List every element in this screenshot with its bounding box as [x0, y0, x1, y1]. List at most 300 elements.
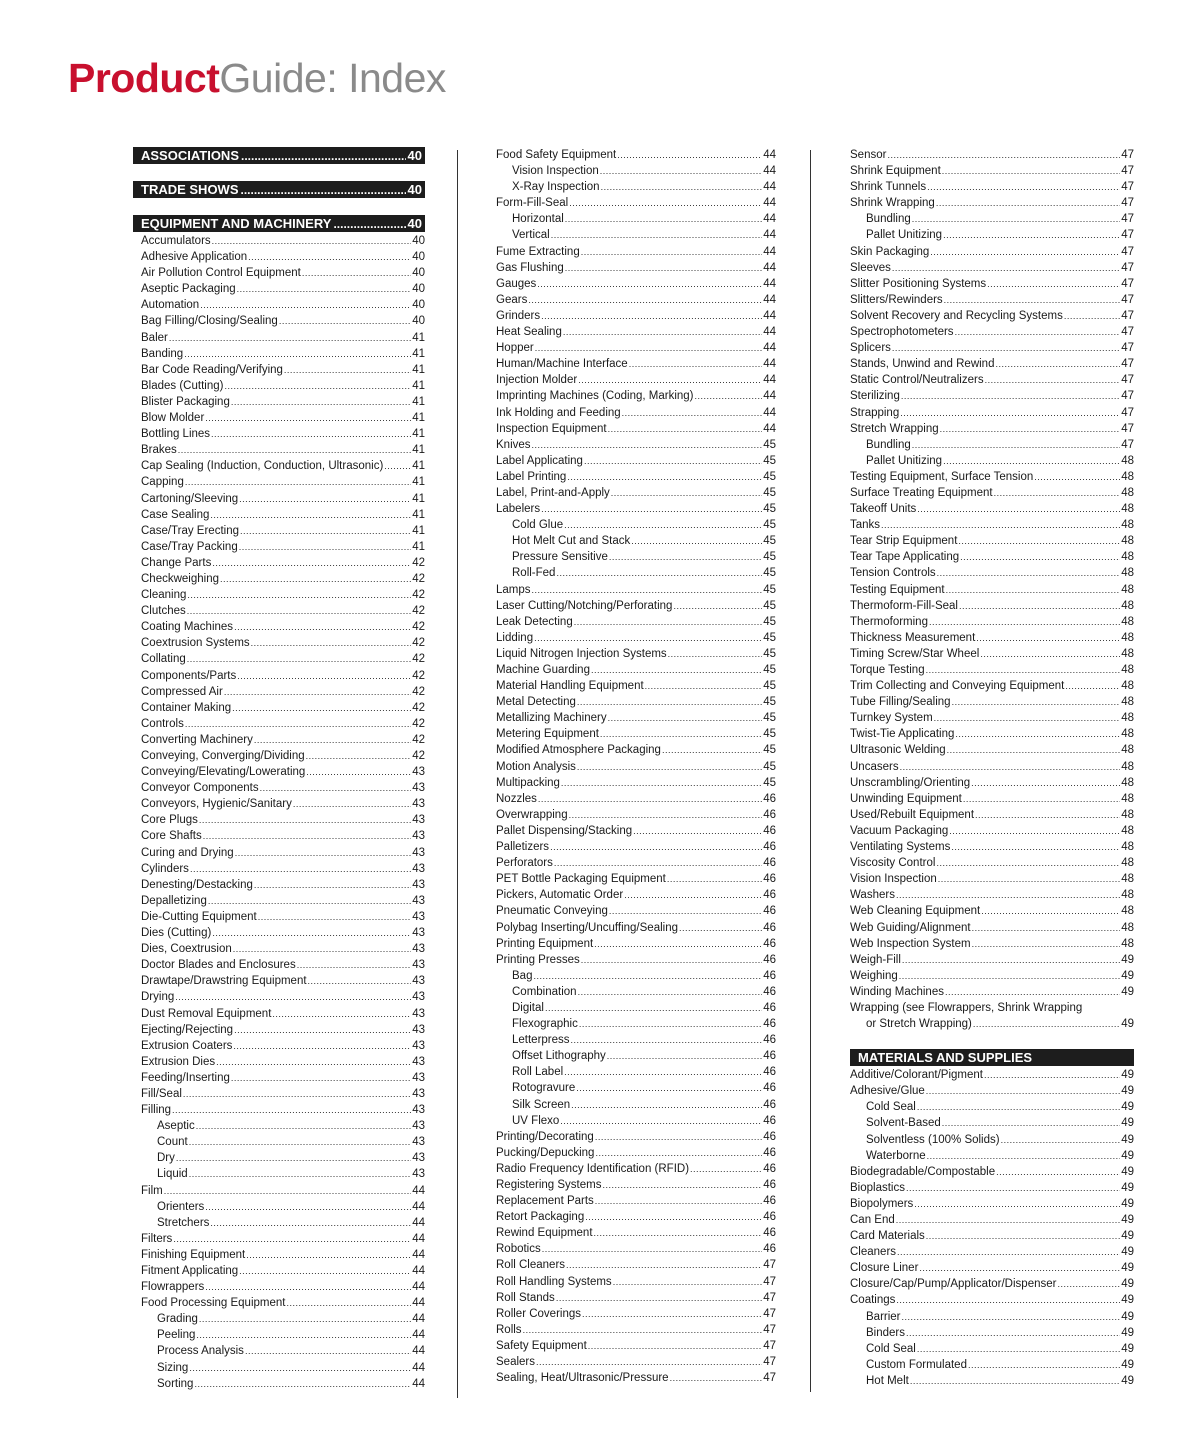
entry-label: Washers [850, 889, 895, 902]
entry-page-number: 47 [1121, 197, 1134, 210]
index-subentry [133, 1327, 425, 1343]
dot-leader [582, 1306, 762, 1322]
entry-label: Rotogravure [512, 1082, 576, 1095]
entry-page-number: 48 [1121, 680, 1134, 693]
dot-leader [917, 1099, 1120, 1115]
entry-page-number: 47 [1121, 406, 1134, 419]
dot-leader [577, 759, 762, 775]
entry-label: Testing Equipment, Surface Tension [850, 470, 1034, 483]
dot-leader [662, 742, 762, 758]
entry-label: Perforators [496, 857, 553, 870]
entry-label: Rolls [496, 1323, 522, 1336]
dot-leader [926, 1083, 1120, 1099]
entry-label: Slitters/Rewinders [850, 293, 943, 306]
index-entry [133, 233, 425, 249]
entry-label: Finishing Equipment [141, 1248, 246, 1261]
index-entry [496, 742, 776, 758]
dot-leader [564, 517, 762, 533]
entry-label: Tanks [850, 519, 881, 532]
index-entry [850, 871, 1134, 887]
entry-page-number: 45 [763, 760, 776, 773]
entry-label: Coatings [850, 1294, 896, 1307]
entry-label: Hot Melt Cut and Stack [512, 535, 631, 548]
index-entry [496, 1338, 776, 1354]
entry-page-number: 42 [412, 605, 425, 618]
entry-label: Solventless (100% Solids) [866, 1133, 1000, 1146]
section-heading [133, 147, 425, 164]
entry-page-number: 45 [763, 519, 776, 532]
dot-leader [679, 920, 762, 936]
index-subentry [496, 549, 776, 565]
index-entry [133, 748, 425, 764]
dot-leader [542, 1241, 762, 1257]
entry-label: Material Handling Equipment [496, 680, 644, 693]
entry-page-number: 43 [412, 846, 425, 859]
entry-label: Barrier [866, 1310, 901, 1323]
dot-leader [1064, 308, 1120, 324]
entry-page-number: 43 [412, 1152, 425, 1165]
entry-page-number: 41 [412, 540, 425, 553]
dot-leader [952, 694, 1121, 710]
entry-page-number: 48 [1121, 889, 1134, 902]
entry-page-number: 43 [412, 894, 425, 907]
entry-page-number: 45 [763, 647, 776, 660]
index-entry [850, 984, 1134, 1000]
entry-label: Rewind Equipment [496, 1227, 593, 1240]
index-entry [850, 710, 1134, 726]
entry-label: Sensor [850, 149, 887, 161]
index-entry [850, 1000, 1134, 1016]
entry-page-number: 47 [1121, 181, 1134, 194]
index-entry [133, 1279, 425, 1295]
dot-leader [980, 646, 1120, 662]
index-subentry [496, 1048, 776, 1064]
index-entry [850, 807, 1134, 823]
entry-page-number: 45 [763, 454, 776, 467]
entry-label: Die-Cutting Equipment [141, 910, 257, 923]
dot-leader [205, 1279, 411, 1295]
entry-page-number: 40 [412, 267, 425, 280]
entry-label: Conveyor Components [141, 782, 259, 795]
dot-leader [902, 1309, 1121, 1325]
entry-page-number: 47 [1121, 358, 1134, 371]
index-entry [133, 1070, 425, 1086]
index-entry [850, 903, 1134, 919]
index-entry [850, 1292, 1134, 1308]
index-entry [496, 147, 776, 163]
index-entry [850, 694, 1134, 710]
entry-page-number: 42 [412, 733, 425, 746]
entry-label: Clutches [141, 605, 186, 618]
index-entry [496, 1306, 776, 1322]
entry-label: Denesting/Destacking [141, 878, 253, 891]
dot-leader [333, 216, 405, 232]
index-entry [133, 651, 425, 667]
index-subentry [496, 984, 776, 1000]
dot-leader [541, 308, 762, 324]
entry-page-number: 48 [1121, 873, 1134, 886]
entry-label: Cartoning/Sleeving [141, 492, 239, 505]
entry-label: Stretchers [157, 1216, 210, 1229]
dot-leader [942, 163, 1120, 179]
entry-page-number: 49 [1121, 1165, 1134, 1178]
index-subentry [850, 1099, 1134, 1115]
entry-page-number: 41 [412, 379, 425, 392]
entry-label: Stretch Wrapping [850, 422, 939, 435]
dot-leader [272, 1006, 411, 1022]
index-entry [133, 989, 425, 1005]
dot-leader [945, 984, 1120, 1000]
entry-page-number: 48 [1121, 503, 1134, 516]
entry-label: Inspection Equipment [496, 422, 607, 435]
entry-page-number: 46 [763, 1114, 776, 1127]
index-subentry [850, 453, 1134, 469]
entry-label: Letterpress [512, 1034, 570, 1047]
dot-leader [284, 362, 411, 378]
dot-leader [254, 877, 411, 893]
entry-label: Strapping [850, 406, 900, 419]
index-subentry [850, 1309, 1134, 1325]
entry-page-number: 46 [763, 1243, 776, 1256]
index-entry [133, 330, 425, 346]
entry-page-number: 45 [763, 438, 776, 451]
index-entry [133, 297, 425, 313]
index-entry [850, 1260, 1134, 1276]
index-entry [133, 587, 425, 603]
index-entry [496, 614, 776, 630]
index-entry [133, 861, 425, 877]
dot-leader [533, 968, 762, 984]
entry-label: PET Bottle Packaging Equipment [496, 873, 666, 886]
entry-page-number: 45 [763, 776, 776, 789]
entry-page-number: 49 [1121, 1085, 1134, 1098]
index-entry [496, 726, 776, 742]
dot-leader [577, 694, 762, 710]
entry-label: Shrink Wrapping [850, 197, 935, 210]
dot-leader [184, 346, 411, 362]
dot-leader [892, 260, 1120, 276]
entry-label: Machine Guarding [496, 664, 590, 676]
dot-leader [523, 1322, 763, 1338]
entry-page-number: 47 [1121, 245, 1134, 258]
dot-leader [216, 1054, 411, 1070]
dot-leader [183, 1086, 411, 1102]
index-entry [133, 362, 425, 378]
entry-page-number: 46 [763, 1066, 776, 1079]
dot-leader [556, 1290, 762, 1306]
dot-leader [624, 887, 762, 903]
entry-page-number: 47 [763, 1323, 776, 1336]
index-subentry [133, 1360, 425, 1376]
entry-label: Shrink Tunnels [850, 181, 927, 194]
dot-leader [541, 501, 762, 517]
dot-leader [588, 1338, 762, 1354]
entry-label: Closure/Cap/Pump/Applicator/Dispenser [850, 1278, 1057, 1291]
entry-page-number: 42 [412, 572, 425, 585]
index-entry [133, 684, 425, 700]
entry-label: Banding [141, 347, 184, 360]
entry-label: Silk Screen [512, 1098, 571, 1111]
entry-page-number: 46 [763, 1034, 776, 1047]
dot-leader [581, 244, 762, 260]
entry-label: Coextrusion Systems [141, 637, 250, 650]
index-subentry [133, 1166, 425, 1182]
entry-label: or Stretch Wrapping) [866, 1018, 972, 1031]
entry-page-number: 49 [1121, 1197, 1134, 1210]
index-entry [496, 244, 776, 260]
entry-page-number: 49 [1121, 1342, 1134, 1355]
entry-label: Weighing [850, 969, 898, 982]
entry-page-number: 44 [412, 1281, 425, 1294]
dot-leader [224, 378, 411, 394]
entry-label: Pucking/Depucking [496, 1146, 595, 1159]
entry-page-number: 44 [412, 1248, 425, 1261]
entry-label: Checkweighing [141, 572, 219, 585]
dot-leader [584, 453, 762, 469]
entry-page-number: 46 [763, 1018, 776, 1031]
entry-page-number: 47 [763, 1307, 776, 1320]
index-entry [850, 936, 1134, 952]
dot-leader [985, 372, 1121, 388]
index-entry [133, 313, 425, 329]
entry-label: Components/Parts [141, 669, 237, 682]
dot-leader [622, 405, 763, 421]
entry-page-number: 44 [412, 1200, 425, 1213]
index-entry [496, 340, 776, 356]
dot-leader [607, 1048, 762, 1064]
entry-page-number: 40 [412, 315, 425, 328]
entry-page-number: 48 [1121, 712, 1134, 725]
entry-page-number: 42 [412, 685, 425, 698]
entry-label: Blister Packaging [141, 395, 230, 408]
entry-label: Pallet Dispensing/Stacking [496, 824, 633, 837]
dot-leader [1034, 469, 1120, 485]
index-subentry [496, 1080, 776, 1096]
index-entry [496, 952, 776, 968]
index-entry [850, 517, 1134, 533]
dot-leader [560, 1113, 762, 1129]
dot-leader [600, 726, 762, 742]
entry-label: Roller Coverings [496, 1307, 582, 1320]
entry-label: Overwrapping [496, 808, 568, 821]
entry-label: Palletizers [496, 841, 550, 854]
entry-page-number: 44 [763, 245, 776, 258]
entry-label: Card Materials [850, 1230, 925, 1243]
entry-label: Cap Sealing (Induction, Conduction, Ultrasonic) [141, 460, 384, 473]
index-entry [496, 807, 776, 823]
dot-leader [185, 716, 411, 732]
index-entry [850, 1244, 1134, 1260]
dot-leader [235, 845, 412, 861]
dot-leader [566, 1257, 762, 1273]
entry-page-number: 47 [1121, 309, 1134, 322]
entry-page-number: 48 [1121, 808, 1134, 821]
entry-label: Baler [141, 331, 168, 344]
entry-label: Static Control/Neutralizers [850, 374, 984, 387]
dot-leader [594, 936, 762, 952]
dot-leader [631, 533, 762, 549]
dot-leader [949, 823, 1120, 839]
entry-label: Pickers, Automatic Order [496, 889, 624, 902]
index-entry [133, 1006, 425, 1022]
index-entry [850, 501, 1134, 517]
entry-page-number: 44 [763, 326, 776, 339]
entry-page-number: 46 [763, 873, 776, 886]
entry-label: Cold Seal [866, 1342, 916, 1355]
index-subentry [133, 1311, 425, 1327]
entry-label: Air Pollution Control Equipment [141, 267, 301, 280]
entry-label: Case/Tray Packing [141, 540, 238, 553]
index-subentry [496, 1032, 776, 1048]
entry-page-number: 44 [763, 213, 776, 226]
index-entry [850, 421, 1134, 437]
entry-label: Splicers [850, 342, 891, 355]
index-entry [850, 356, 1134, 372]
index-subentry [133, 1199, 425, 1215]
index-entry [496, 1225, 776, 1241]
entry-label: Takeoff Units [850, 503, 917, 516]
entry-page-number: 47 [763, 1291, 776, 1304]
index-entry [850, 920, 1134, 936]
entry-label: Fill/Seal [141, 1087, 182, 1100]
entry-label: Bag [512, 969, 533, 982]
section-heading-label: ASSOCIATIONS [141, 148, 239, 163]
index-subentry [850, 1132, 1134, 1148]
dot-leader [248, 249, 411, 265]
entry-label: Dust Removal Equipment [141, 1007, 272, 1020]
dot-leader [929, 614, 1120, 630]
dot-leader [976, 630, 1120, 646]
index-entry [850, 598, 1134, 614]
entry-label: Skin Packaging [850, 245, 930, 258]
dot-leader [569, 807, 763, 823]
dot-leader [984, 1067, 1120, 1083]
entry-label: Printing Presses [496, 953, 580, 966]
entry-page-number: 48 [1121, 696, 1134, 709]
index-entry [133, 539, 425, 555]
dot-leader [565, 260, 762, 276]
index-entry [850, 195, 1134, 211]
index-entry [133, 555, 425, 571]
index-entry [496, 1177, 776, 1193]
index-entry [850, 549, 1134, 565]
entry-page-number: 41 [412, 492, 425, 505]
dot-leader [899, 968, 1120, 984]
index-entry [850, 276, 1134, 292]
index-entry [496, 855, 776, 871]
entry-label: Motion Analysis [496, 760, 576, 773]
index-entry [133, 442, 425, 458]
index-entry [850, 324, 1134, 340]
dot-leader [940, 421, 1121, 437]
entry-page-number: 49 [1121, 1310, 1134, 1323]
dot-leader [943, 453, 1120, 469]
entry-page-number: 48 [1121, 905, 1134, 918]
section-heading [133, 215, 425, 232]
section-page-number: 40 [407, 216, 422, 231]
entry-label: Compressed Air [141, 685, 223, 698]
entry-label: Flowrappers [141, 1281, 205, 1294]
entry-page-number: 49 [1121, 1117, 1134, 1130]
entry-label: Pneumatic Conveying [496, 905, 608, 918]
entry-page-number: 49 [1121, 1278, 1134, 1291]
entry-page-number: 48 [1121, 535, 1134, 548]
entry-page-number: 44 [763, 261, 776, 274]
index-entry [133, 764, 425, 780]
entry-page-number: 44 [763, 358, 776, 371]
entry-page-number: 43 [412, 959, 425, 972]
entry-label: Peeling [157, 1329, 196, 1342]
dot-leader [914, 1196, 1120, 1212]
dot-leader [608, 710, 763, 726]
index-entry [496, 453, 776, 469]
entry-label: Grinders [496, 309, 541, 322]
entry-label: Cleaning [141, 589, 187, 602]
entry-page-number: 48 [1121, 857, 1134, 870]
dot-leader [579, 1016, 762, 1032]
entry-label: Roll Label [512, 1066, 564, 1079]
dot-leader [571, 1097, 762, 1113]
index-entry [850, 614, 1134, 630]
entry-page-number: 46 [763, 808, 776, 821]
entry-page-number: 47 [763, 1275, 776, 1288]
dot-leader [955, 324, 1121, 340]
index-entry [850, 1228, 1134, 1244]
entry-label: Multipacking [496, 776, 560, 789]
dot-leader [987, 276, 1120, 292]
entry-label: Used/Rebuilt Equipment [850, 808, 975, 821]
entry-label: Twist-Tie Applicating [850, 728, 955, 741]
entry-label: Blow Molder [141, 412, 205, 425]
entry-label: Turnkey System [850, 712, 933, 725]
entry-page-number: 47 [1121, 165, 1134, 178]
entry-page-number: 43 [412, 1168, 425, 1181]
entry-page-number: 43 [412, 798, 425, 811]
entry-label: Drying [141, 991, 175, 1004]
entry-page-number: 47 [763, 1356, 776, 1369]
dot-leader [927, 179, 1120, 195]
entry-label: Sterilizing [850, 390, 900, 403]
entry-label: Aseptic [157, 1120, 195, 1133]
dot-leader [210, 1215, 411, 1231]
entry-label: Ink Holding and Feeding [496, 406, 621, 419]
entry-page-number: 44 [763, 149, 776, 161]
entry-page-number: 44 [763, 390, 776, 403]
dot-leader [234, 619, 411, 635]
entry-page-number: 43 [412, 1120, 425, 1133]
dot-leader [955, 726, 1120, 742]
index-entry [133, 941, 425, 957]
entry-label: Surface Treating Equipment [850, 486, 993, 499]
dot-leader [936, 855, 1120, 871]
index-entry [850, 1180, 1134, 1196]
entry-label: Roll Handling Systems [496, 1275, 612, 1288]
entry-label: Adhesive/Glue [850, 1085, 925, 1098]
section-heading [133, 181, 425, 198]
dot-leader [901, 388, 1120, 404]
entry-label: Horizontal [512, 213, 564, 226]
entry-page-number: 48 [1121, 583, 1134, 596]
entry-label: Uncasers [850, 760, 899, 773]
dot-leader [240, 523, 411, 539]
dot-leader [951, 839, 1120, 855]
entry-page-number: 42 [412, 556, 425, 569]
index-entry [850, 630, 1134, 646]
entry-page-number: 46 [763, 921, 776, 934]
entry-label: Conveyors, Hygienic/Sanitary [141, 798, 292, 811]
entry-label: Label Applicating [496, 454, 583, 467]
index-entry [496, 1274, 776, 1290]
